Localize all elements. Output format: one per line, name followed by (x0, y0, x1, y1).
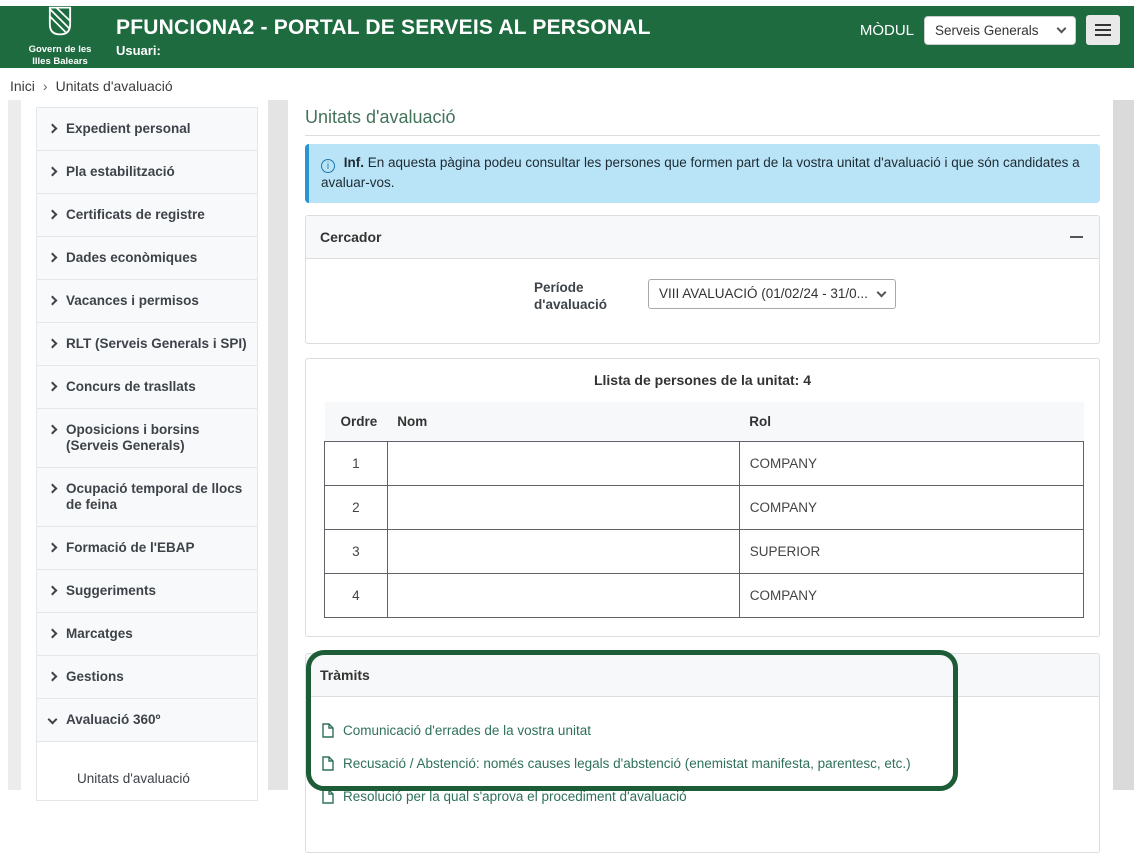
logo-text-line1: Govern de les (29, 44, 92, 55)
link-resolucio-procediment[interactable]: Resolució per la qual s'aprova el procediment d'avaluació (322, 789, 1083, 804)
sidebar-item-concurs-de-trasllats[interactable]: Concurs de trasllats (36, 365, 258, 409)
govern-illes-balears-logo (18, 6, 102, 68)
search-panel-title: Cercador (320, 229, 381, 245)
people-table (324, 402, 1084, 618)
sidebar-item-expedient-personal[interactable]: Expedient personal (36, 107, 258, 151)
document-icon (322, 789, 334, 804)
document-icon (322, 723, 334, 738)
sidebar-item-formacio-ebap[interactable]: Formació de l'EBAP (36, 526, 258, 570)
chevron-right-icon (48, 629, 58, 639)
chevron-down-icon (1057, 24, 1067, 34)
minus-icon (1070, 236, 1083, 238)
sidebar-item-vacances-i-permisos[interactable]: Vacances i permisos (36, 279, 258, 323)
link-comunicacio-errades[interactable]: Comunicació d'errades de la vostra unitat (322, 723, 1083, 738)
chevron-right-icon (48, 253, 58, 263)
search-panel (305, 215, 1100, 344)
menu-button[interactable] (1086, 15, 1120, 45)
chevron-right-icon (48, 484, 58, 494)
sidebar-item-marcatges[interactable]: Marcatges (36, 612, 258, 656)
sidebar (36, 108, 258, 801)
info-alert (305, 144, 1100, 203)
sidebar-item-avaluacio-360[interactable]: Avaluació 360º (36, 698, 258, 742)
cell-nom (387, 441, 739, 485)
table-row (325, 485, 1084, 529)
table-header-row (325, 402, 1084, 442)
sidebar-item-ocupacio-temporal[interactable]: Ocupació temporal de llocs de feina (36, 467, 258, 527)
cell-rol: SUPERIOR (739, 529, 1083, 573)
logo-text-line2: Illes Balears (32, 56, 87, 67)
period-label: Període d'avaluació (534, 279, 618, 313)
cell-ordre: 2 (325, 485, 388, 529)
period-select[interactable] (648, 279, 896, 309)
chevron-down-icon (877, 287, 887, 297)
table-row (325, 529, 1084, 573)
tramits-panel-title: Tràmits (320, 667, 370, 683)
chevron-right-icon (48, 167, 58, 177)
cell-rol: COMPANY (739, 573, 1083, 617)
cell-nom (387, 529, 739, 573)
cell-ordre: 3 (325, 529, 388, 573)
chevron-right-icon (48, 296, 58, 306)
chevron-right-icon (48, 672, 58, 682)
shield-icon (48, 6, 72, 41)
app-title: PFUNCIONA2 - PORTAL DE SERVEIS AL PERSONAL (116, 16, 860, 40)
table-row (325, 441, 1084, 485)
module-select[interactable] (924, 16, 1076, 45)
sidebar-item-dades-economiques[interactable]: Dades econòmiques (36, 236, 258, 280)
module-select-value: Serveis Generals (935, 23, 1039, 38)
document-icon (322, 756, 334, 771)
left-gutter (8, 100, 21, 790)
sidebar-item-suggeriments[interactable]: Suggeriments (36, 569, 258, 613)
unit-list-title: Llista de persones de la unitat: 4 (306, 359, 1099, 390)
sidebar-item-certificats-de-registre[interactable]: Certificats de registre (36, 193, 258, 237)
cell-rol: COMPANY (739, 485, 1083, 529)
column-header-rol: Rol (739, 402, 1083, 442)
chevron-right-icon (48, 586, 58, 596)
info-alert-label: Inf. (344, 155, 364, 170)
sidebar-item-pla-estabilitzacio[interactable]: Pla estabilització (36, 150, 258, 194)
search-panel-header (306, 216, 1099, 259)
cell-rol: COMPANY (739, 441, 1083, 485)
chevron-right-icon (48, 543, 58, 553)
breadcrumb-separator: › (43, 78, 48, 94)
breadcrumb-current: Unitats d'avaluació (56, 78, 173, 94)
period-select-value: VIII AVALUACIÓ (01/02/24 - 31/0... (659, 286, 868, 301)
chevron-right-icon (48, 210, 58, 220)
info-alert-text: En aquesta pàgina podeu consultar les persones que formen part de la vostra unitat d'avaluació i que són candidates a avaluar-vos. (321, 155, 1080, 190)
user-label: Usuari: (116, 43, 860, 58)
sidebar-item-gestions[interactable]: Gestions (36, 655, 258, 699)
info-icon: i (321, 159, 335, 173)
breadcrumb-home[interactable]: Inici (10, 78, 35, 94)
table-row (325, 573, 1084, 617)
chevron-down-icon (48, 715, 58, 725)
link-recusacio-abstencio[interactable]: Recusació / Abstenció: només causes legals d'abstenció (enemistat manifesta, parentesc, etc.) (322, 756, 1083, 771)
chevron-right-icon (48, 124, 58, 134)
cell-nom (387, 573, 739, 617)
chevron-right-icon (48, 339, 58, 349)
sidebar-item-oposicions-i-borsins[interactable]: Oposicions i borsins (Serveis Generals) (36, 408, 258, 468)
chevron-right-icon (48, 382, 58, 392)
column-header-ordre: Ordre (325, 402, 388, 442)
app-header (0, 6, 1134, 68)
vertical-scrollbar[interactable] (1113, 100, 1134, 790)
sidebar-subitem-unitats-davaluacio[interactable]: Unitats d'avaluació (77, 771, 190, 786)
tramits-panel (305, 653, 1100, 853)
cell-nom (387, 485, 739, 529)
collapse-button[interactable] (1068, 232, 1085, 242)
tramits-panel-header (306, 654, 1099, 697)
main-content (305, 100, 1100, 853)
cell-ordre: 4 (325, 573, 388, 617)
hamburger-icon (1095, 24, 1111, 26)
cell-ordre: 1 (325, 441, 388, 485)
unit-list-panel (305, 358, 1100, 637)
chevron-right-icon (48, 425, 58, 435)
sidebar-item-rlt[interactable]: RLT (Serveis Generals i SPI) (36, 322, 258, 366)
sidebar-expanded-section (36, 741, 258, 801)
sidebar-divider-gutter (268, 100, 288, 790)
page-title: Unitats d'avaluació (305, 107, 1100, 136)
column-header-nom: Nom (387, 402, 739, 442)
module-label: MÒDUL (860, 22, 914, 39)
